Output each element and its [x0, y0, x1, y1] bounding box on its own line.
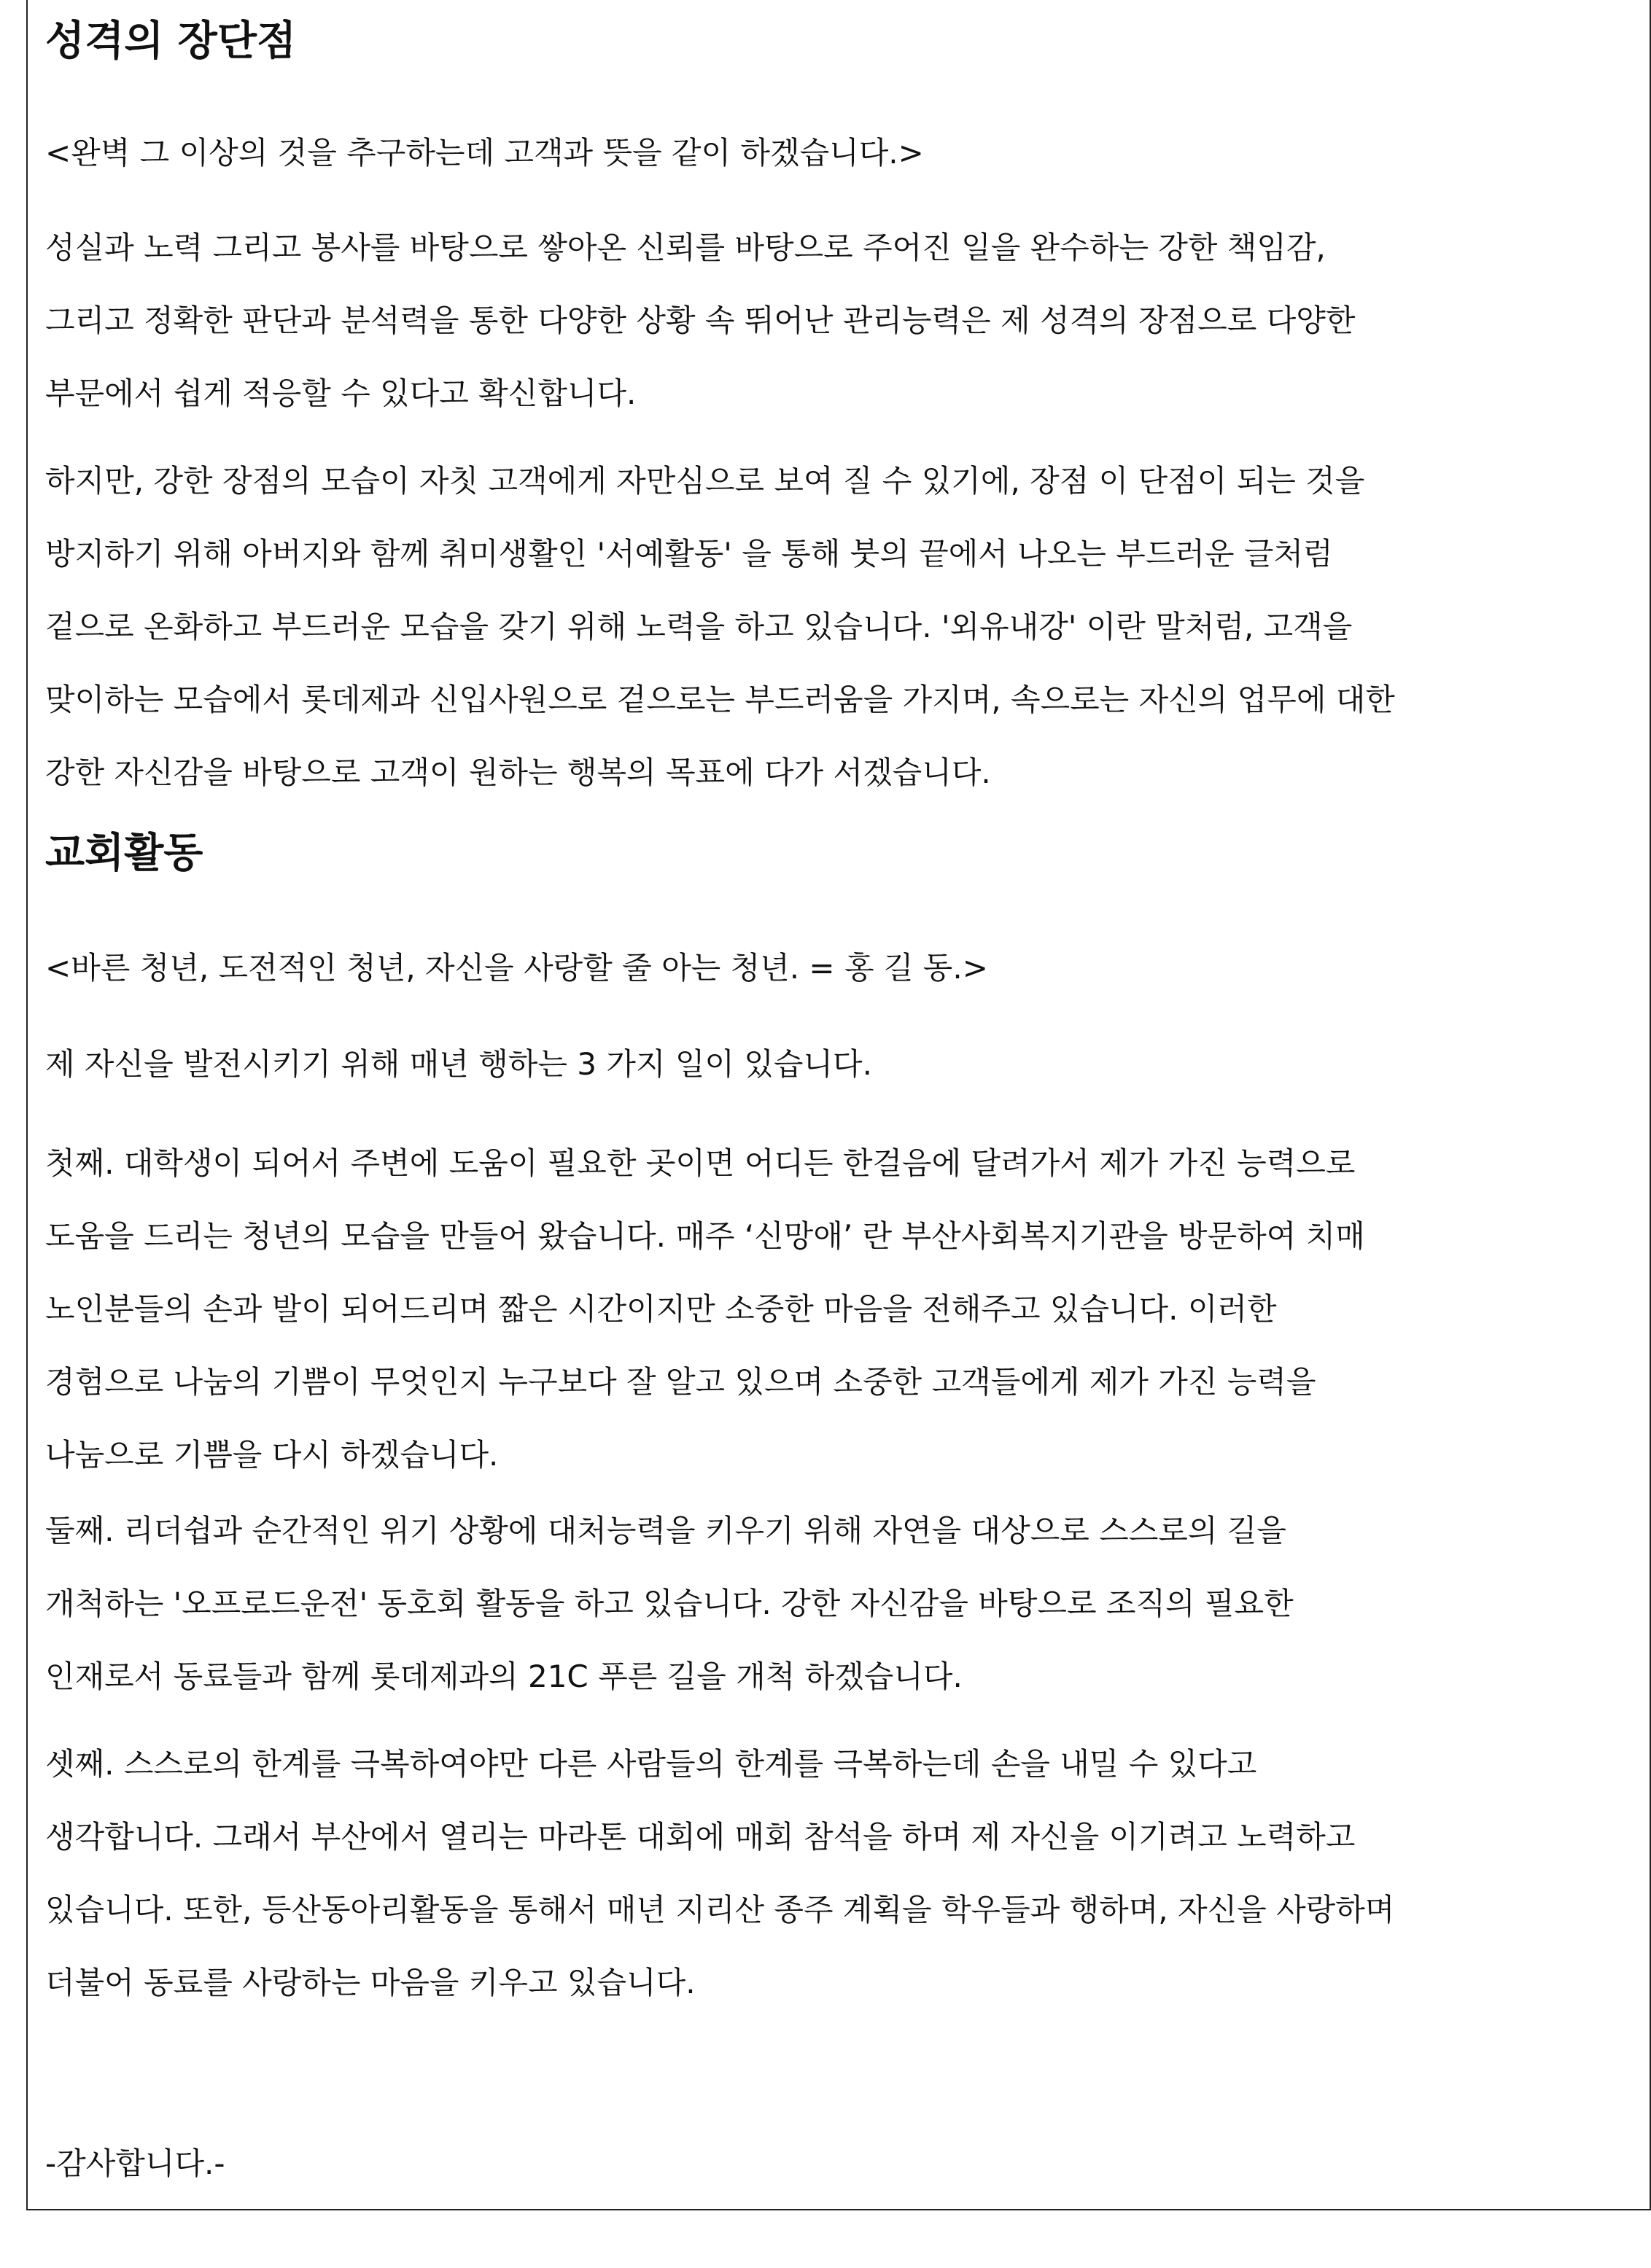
paragraph-second	[45, 1495, 1294, 1713]
text-line: 노인분들의 손과 발이 되어드리며 짧은 시간이지만 소중한 마음을 전해주고 있습니다. 이러한	[45, 1291, 1277, 1327]
text-line: 둘째. 리더쉽과 순간적인 위기 상황에 대처능력을 키우기 위해 자연을 대상으로 스스로의 길을	[45, 1513, 1286, 1548]
text-line: 있습니다. 또한, 등산동아리활동을 통해서 매년 지리산 종주 계획을 학우들과 행하며, 자신을 사랑하며	[45, 1892, 1395, 1928]
text-line: 도움을 드리는 청년의 모습을 만들어 왔습니다. 매주 ‘신망애’ 란 부산사회복지기관을 방문하여 치매	[45, 1218, 1365, 1254]
text-line: 제 자신을 발전시키기 위해 매년 행하는 3 가지 일이 있습니다.	[45, 1046, 872, 1082]
paragraph-weaknesses	[45, 445, 1395, 809]
text-line: 맞이하는 모습에서 롯데제과 신입사원으로 겉으로는 부드러움을 가지며, 속으로는 자신의 업무에 대한	[45, 682, 1395, 717]
text-line: 그리고 정확한 판단과 분석력을 통한 다양한 상황 속 뛰어난 관리능력은 제 성격의 장점으로 다양한	[45, 303, 1356, 338]
text-line: 셋째. 스스로의 한계를 극복하여야만 다른 사람들의 한계를 극복하는데 손을 내밀 수 있다고	[45, 1746, 1257, 1782]
text-line: 성실과 노력 그리고 봉사를 바탕으로 쌓아온 신뢰를 바탕으로 주어진 일을 완수하는 강한 책임감,	[45, 230, 1326, 265]
paragraph-first	[45, 1127, 1365, 1492]
closing-text: -감사합니다.-	[45, 2146, 225, 2181]
text-line: 강한 자신감을 바탕으로 고객이 원하는 행복의 목표에 다가 서겠습니다.	[45, 755, 991, 790]
section-motto-personality: <완벽 그 이상의 것을 추구하는데 고객과 뜻을 같이 하겠습니다.>	[45, 135, 924, 171]
text-line: 첫째. 대학생이 되어서 주변에 도움이 필요한 곳이면 어디든 한걸음에 달려가서 제가 가진 능력으로	[45, 1145, 1356, 1181]
text-line: 개척하는 '오프로드운전' 동호회 활동을 하고 있습니다. 강한 자신감을 바탕으로 조직의 필요한	[45, 1586, 1294, 1621]
section-title-personality: 성격의 장단점	[45, 17, 297, 65]
text-line: 부문에서 쉽게 적응할 수 있다고 확신합니다.	[45, 375, 637, 411]
paragraph-third	[45, 1728, 1394, 2019]
text-line: 나눔으로 기쁨을 다시 하겠습니다.	[45, 1437, 499, 1473]
text-line: 인재로서 동료들과 함께 롯데제과의 21C 푸른 길을 개척 하겠습니다.	[45, 1659, 963, 1694]
text-line: 생각합니다. 그래서 부산에서 열리는 마라톤 대회에 매회 참석을 하며 제 자신을 이기려고 노력하고	[45, 1819, 1356, 1855]
text-line: 방지하기 위해 아버지와 함께 취미생활인 '서예활동' 을 통해 붓의 끝에서 나오는 부드러운 글처럼	[45, 536, 1333, 572]
text-line: 하지만, 강한 장점의 모습이 자칫 고객에게 자만심으로 보여 질 수 있기에, 장점 이 단점이 되는 것을	[45, 463, 1365, 499]
text-line: 경험으로 나눔의 기쁨이 무엇인지 누구보다 잘 알고 있으며 소중한 고객들에게 제가 가진 능력을	[45, 1364, 1316, 1400]
paragraph-strengths	[45, 211, 1355, 430]
text-line: 더불어 동료를 사랑하는 마음을 키우고 있습니다.	[45, 1965, 696, 2000]
paragraph-intro	[45, 1028, 872, 1101]
section-motto-church: <바른 청년, 도전적인 청년, 자신을 사랑할 줄 아는 청년. = 홍 길 동.>	[45, 950, 988, 986]
text-line: 겉으로 온화하고 부드러운 모습을 갖기 위해 노력을 하고 있습니다. '외유내강' 이란 말처럼, 고객을	[45, 609, 1353, 644]
section-title-church: 교회활동	[45, 830, 203, 877]
